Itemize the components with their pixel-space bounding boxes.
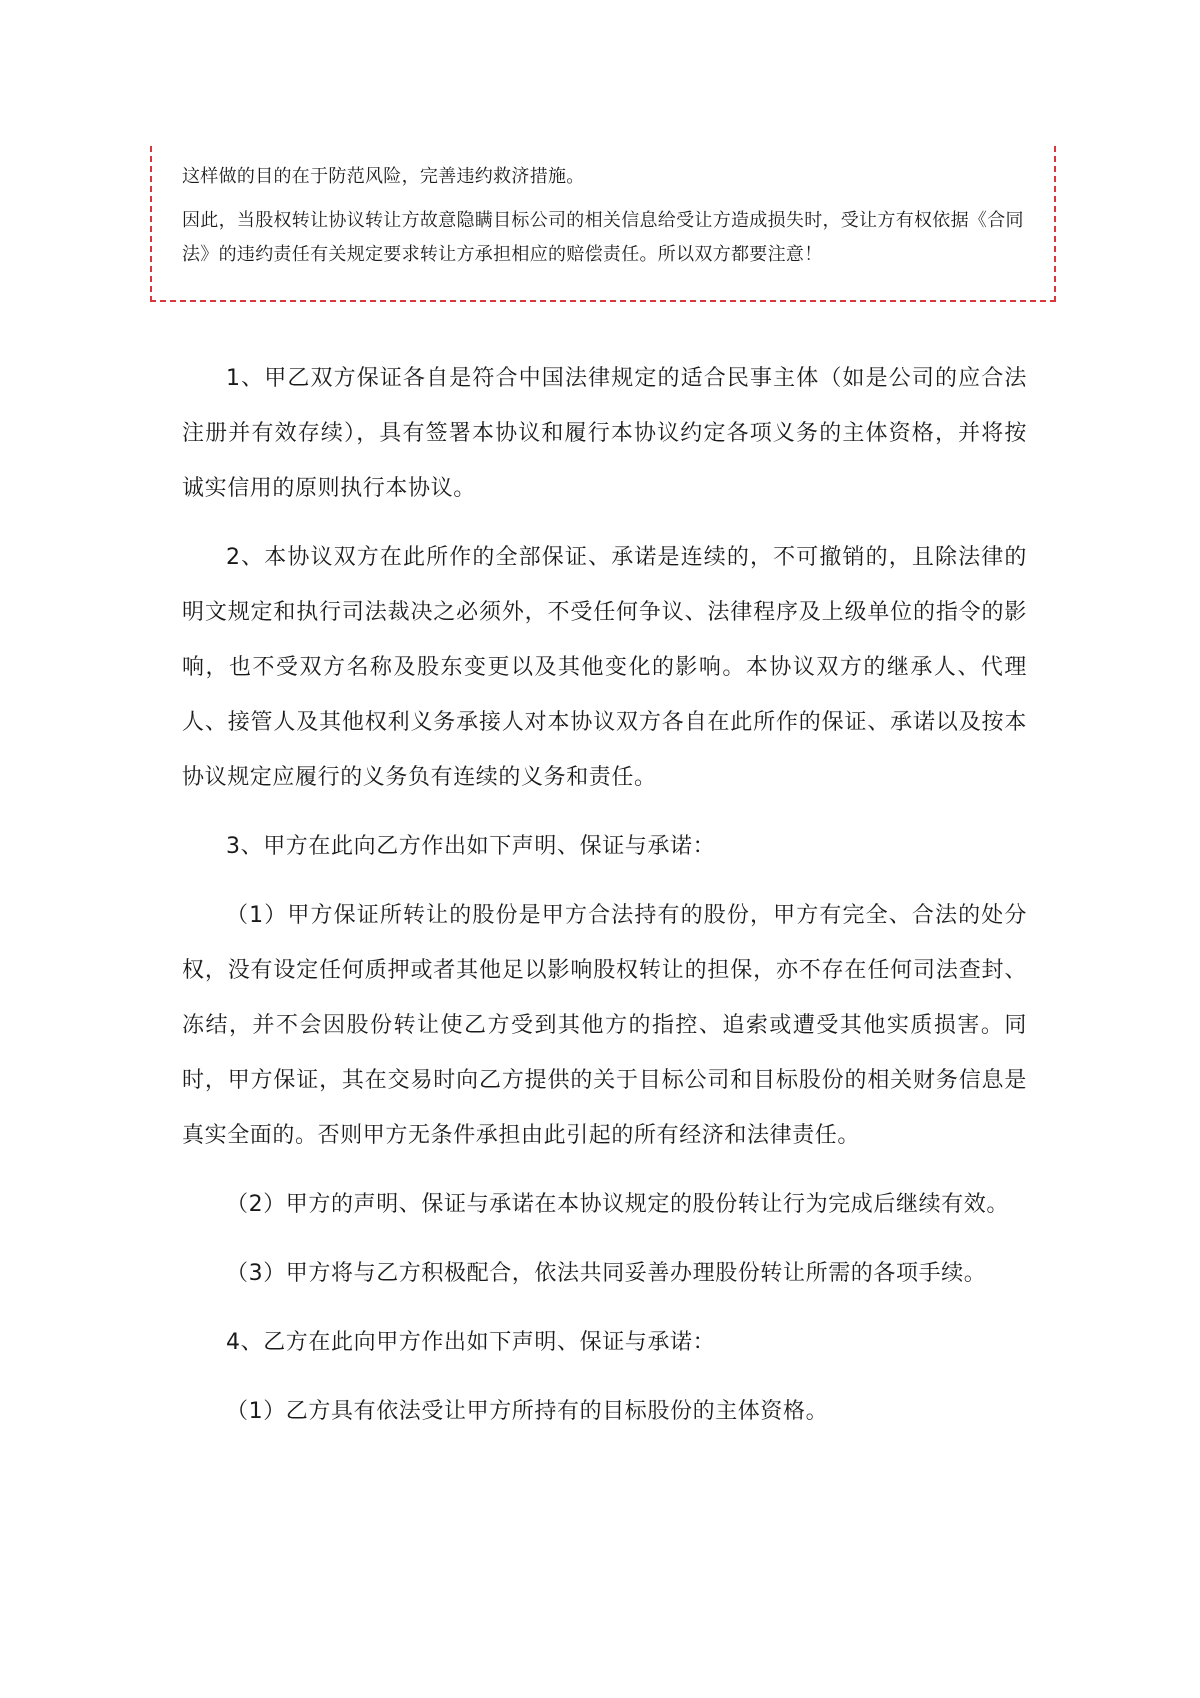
- document-body: [182, 351, 1027, 1439]
- note-paragraph: 因此，当股权转让协议转让方故意隐瞒目标公司的相关信息给受让方造成损失时，受让方有权依据《合同法》的违约责任有关规定要求转让方承担相应的赔偿责任。所以双方都要注意！: [182, 210, 1024, 265]
- clause-3-item-2: （2）甲方的声明、保证与承诺在本协议规定的股份转让行为完成后继续有效。: [226, 1192, 1009, 1217]
- clause-3-item-1: （1）甲方保证所转让的股份是甲方合法持有的股份，甲方有完全、合法的处分权，没有设定任何质押或者其他足以影响股权转让的担保，亦不存在任何司法查封、冻结，并不会因股份转让使乙方受到其他方的指控、追索或遭受其他实质损害。同时，甲方保证，其在交易时向乙方提供的关于目标公司和目标股份的相关财务信息是真实全面的。否则甲方无条件承担由此引起的所有经济和法律责任。: [182, 903, 1027, 1148]
- clause-4: 4、乙方在此向甲方作出如下声明、保证与承诺：: [226, 1330, 716, 1355]
- clause-1: 1、甲乙双方保证各自是符合中国法律规定的适合民事主体（如是公司的应合法注册并有效存续），具有签署本协议和履行本协议约定各项义务的主体资格，并将按诚实信用的原则执行本协议。: [182, 366, 1027, 501]
- tip-note-box: [150, 146, 1056, 302]
- clause-2: 2、本协议双方在此所作的全部保证、承诺是连续的，不可撤销的，且除法律的明文规定和执行司法裁决之必须外，不受任何争议、法律程序及上级单位的指令的影响，也不受双方名称及股东变更以及其他变化的影响。本协议双方的继承人、代理人、接管人及其他权利义务承接人对本协议双方各自在此所作的保证、承诺以及按本协议规定应履行的义务负有连续的义务和责任。: [182, 545, 1027, 790]
- note-line: 这样做的目的在于防范风险，完善违约救济措施。: [182, 166, 585, 187]
- clause-3: 3、甲方在此向乙方作出如下声明、保证与承诺：: [226, 834, 716, 859]
- clause-3-item-3: （3）甲方将与乙方积极配合，依法共同妥善办理股份转让所需的各项手续。: [226, 1261, 987, 1286]
- clause-4-item-1: （1）乙方具有依法受让甲方所持有的目标股份的主体资格。: [226, 1399, 829, 1424]
